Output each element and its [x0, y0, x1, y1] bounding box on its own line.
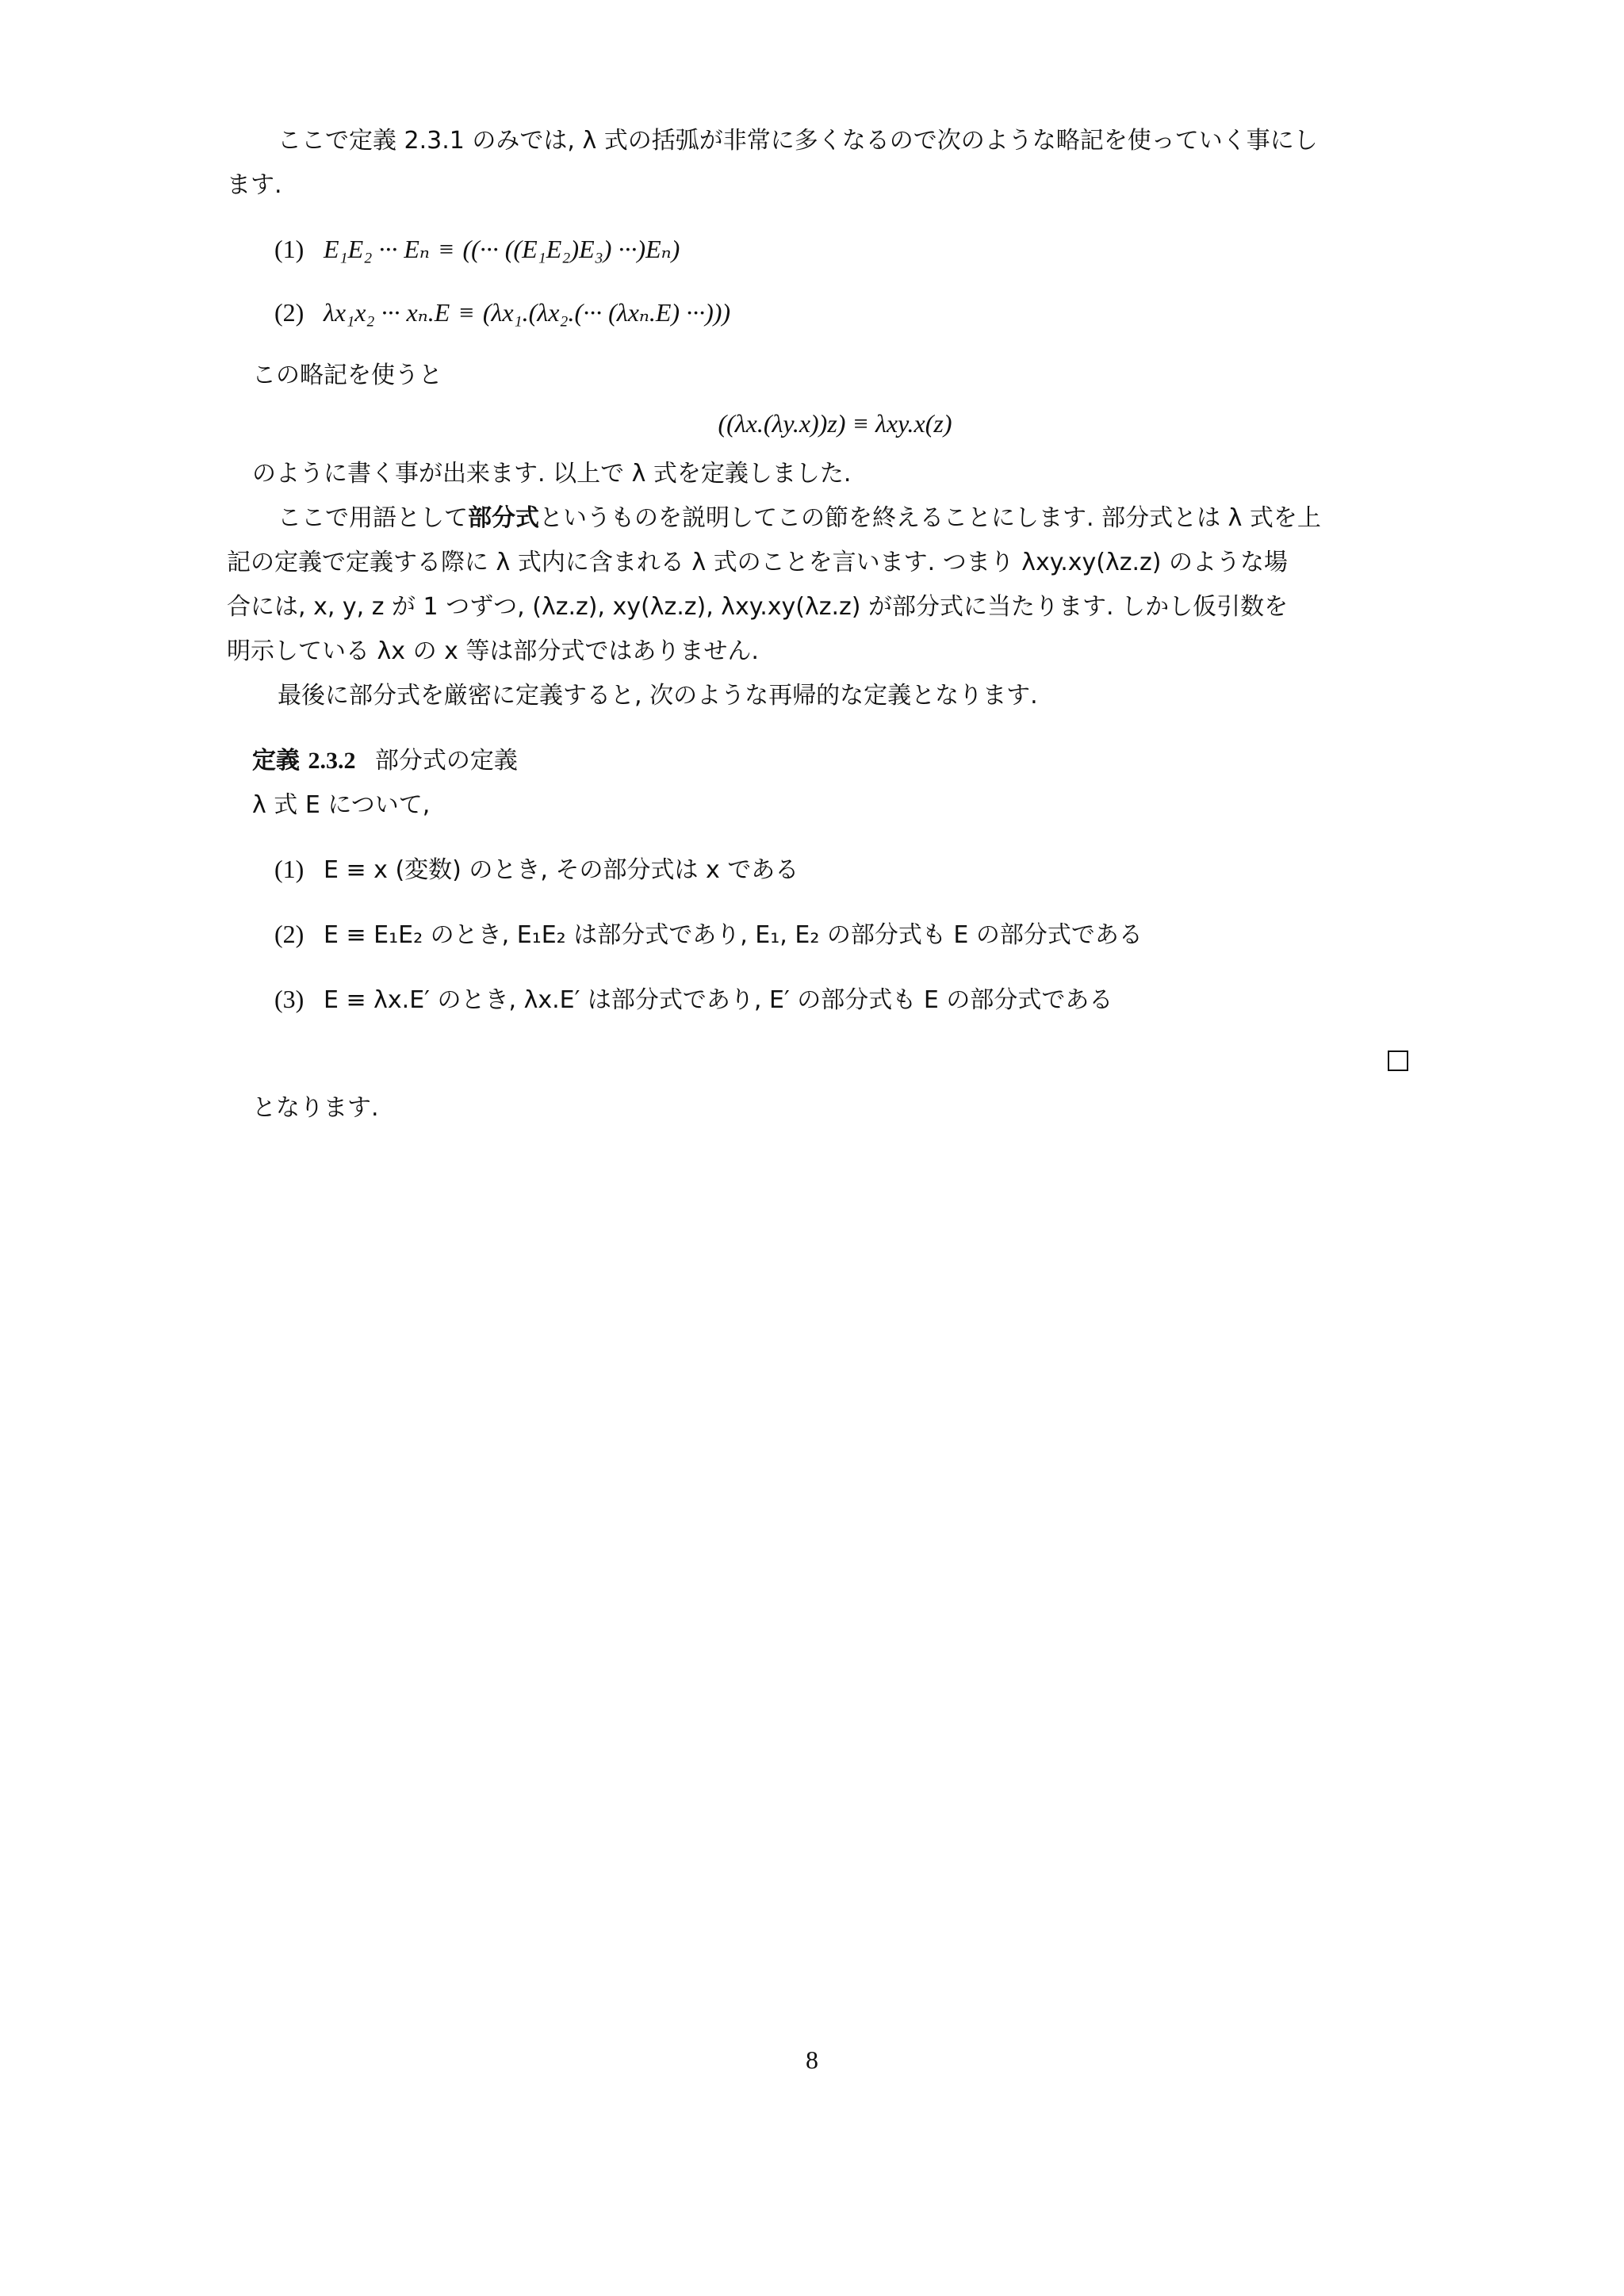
definition-item — [274, 847, 1418, 893]
abbreviation-lhs: E₁E₂ ··· Eₙ — [324, 235, 430, 263]
definition-label: 定義 — [252, 747, 300, 775]
definition-heading — [252, 739, 1418, 783]
subterm-term: 部分式 — [468, 504, 539, 532]
definition-item-text: E ≡ λx.E′ のとき, λx.E′ は部分式であり, E′ の部分式も E の部分式である — [324, 986, 1113, 1014]
abbreviation-rhs: (λx₁.(λx₂.(··· (λxₙ.E) ···))) — [482, 298, 731, 327]
definition-item-text: E ≡ x (変数) のとき, その部分式は x である — [324, 856, 799, 884]
display-equation: ((λx.(λy.x))z) ≡ λxy.x(z) — [718, 409, 952, 438]
abbreviation-number: (1) — [274, 235, 304, 263]
definition-item-text: E ≡ E₁E₂ のとき, E₁E₂ は部分式であり, E₁, E₂ の部分式も E の部分式である — [324, 921, 1143, 949]
qed-box-icon — [1388, 1050, 1408, 1071]
abbreviation-number: (2) — [274, 298, 304, 327]
equiv-symbol: ≡ — [437, 235, 455, 263]
abbreviation-item — [274, 227, 1418, 271]
definition-item — [274, 977, 1418, 1023]
definition-item-number: (2) — [274, 920, 304, 948]
definition-item — [274, 912, 1418, 958]
definition-list — [252, 847, 1418, 1023]
definition-number: 2.3.2 — [308, 748, 356, 774]
abbreviation-rhs: ((··· ((E₁E₂)E₃) ···)Eₙ) — [462, 235, 680, 263]
subterm-line-2: 記の定義で定義する際に λ 式内に含まれる λ 式のことを言います. つまり λxy.xy(λz.z) のような場 — [227, 549, 1289, 576]
usage-after: のように書く事が出来ます. 以上で λ 式を定義しました. — [252, 460, 852, 488]
usage-intro: この略記を使うと — [252, 362, 442, 389]
strict-intro: 最後に部分式を厳密に定義すると, 次のような再帰的な定義となります. — [278, 682, 1038, 710]
subterm-paragraph — [227, 496, 1418, 674]
subterm-line-1: というものを説明してこの節を終えることにします. 部分式とは λ 式を上 — [539, 504, 1321, 532]
subterm-pre: ここで用語として — [278, 504, 468, 532]
abbreviation-lhs: λx₁x₂ ··· xₙ.E — [324, 298, 450, 327]
intro-paragraph — [227, 119, 1418, 208]
abbreviation-item — [274, 290, 1418, 335]
definition-item-number: (3) — [274, 985, 304, 1013]
document-body — [227, 119, 1418, 1131]
definition-name: 部分式の定義 — [374, 747, 518, 775]
intro-line-2: ます. — [227, 171, 282, 199]
subterm-line-3: 合には, x, y, z が 1 つずつ, (λz.z), xy(λz.z), λxy.xy(λz.z) が部分式に当たります. しかし仮引数を — [227, 593, 1289, 621]
closing-text: となります. — [252, 1094, 379, 1122]
subterm-line-4: 明示している λx の x 等は部分式ではありません. — [227, 637, 759, 665]
intro-line-1: ここで定義 2.3.1 のみでは, λ 式の括弧が非常に多くなるので次のような略記を使っていく事にし — [278, 127, 1318, 155]
definition-lead: λ 式 E について, — [252, 791, 431, 819]
equiv-symbol: ≡ — [458, 298, 475, 327]
qed-mark — [252, 1042, 1418, 1086]
page-number: 8 — [806, 2045, 818, 2074]
abbreviation-list — [252, 227, 1418, 335]
definition-item-number: (1) — [274, 855, 304, 883]
